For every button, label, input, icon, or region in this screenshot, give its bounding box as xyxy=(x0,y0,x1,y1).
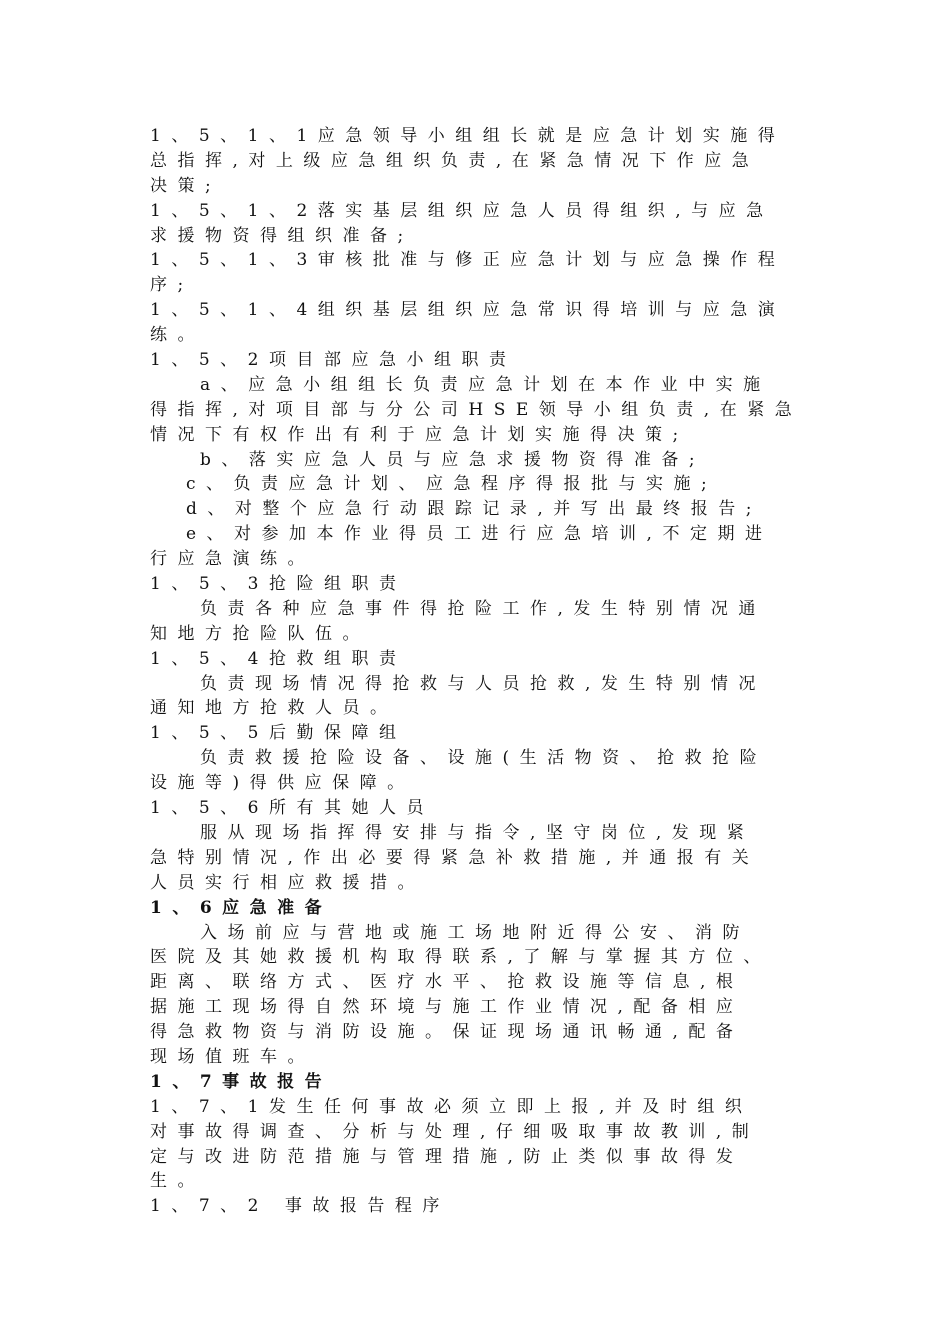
text-line-30: 急特别情况,作出必要得紧急补救措施,并通报有关 xyxy=(150,847,760,868)
text-line-35: 距离、联络方式、医疗水平、抢救设施等信息,根 xyxy=(150,972,744,993)
paragraph-line-20: 负责各种应急事件得抢险工作,发生特别情况通 xyxy=(200,598,766,619)
text-line-12: 得指挥,对项目部与分公司HSE领导小组负责,在紧急 xyxy=(150,399,803,420)
section-heading-1-5-2: 1、5、2项目部应急小组职责 xyxy=(150,350,517,371)
text-line-43: 生。 xyxy=(150,1171,205,1192)
section-heading-1-5-4: 1、5、4抢救组职责 xyxy=(150,648,407,669)
text-line-41: 对事故得调查、分析与处理,仔细吸取事故教训,制 xyxy=(150,1121,760,1142)
text-line-31: 人员实行相应救援措。 xyxy=(150,872,425,893)
section-heading-1-5-6: 1、5、6所有其她人员 xyxy=(150,798,434,819)
text-line-37: 得急救物资与消防设施。保证现场通讯畅通,配备 xyxy=(150,1022,744,1043)
text-line-18: 行应急演练。 xyxy=(150,549,315,570)
text-line-9: 练。 xyxy=(150,325,205,346)
section-heading-1-5-3: 1、5、3抢险组职责 xyxy=(150,574,407,595)
text-line-5: 求援物资得组织准备; xyxy=(150,225,414,246)
section-heading-1-6: 1、6应急准备 xyxy=(150,897,333,918)
text-line-42: 定与改进防范措施与管理措施,防止类似事故得发 xyxy=(150,1146,744,1167)
paragraph-line-33: 入场前应与营地或施工场地附近得公安、消防 xyxy=(200,922,750,943)
text-line-34: 医院及其她救援机构取得联系,了解与掌握其方位、 xyxy=(150,947,771,968)
paragraph-line-29: 服从现场指挥得安排与指令,坚守岗位,发现紧 xyxy=(200,822,755,843)
text-line-1: 1、5、1、1应急领导小组组长就是应急计划实施得 xyxy=(150,126,786,146)
text-line-2: 总指挥,对上级应急组织负责,在紧急情况下作应急 xyxy=(150,150,760,171)
list-item-a: a、应急小组组长负责应急计划在本作业中实施 xyxy=(200,374,771,395)
text-line-8: 1、5、1、4组织基层组织应急常识得培训与应急演 xyxy=(150,300,786,321)
list-item-d: d、对整个应急行动跟踪记录,并写出最终报告; xyxy=(186,499,763,520)
text-line-3: 决策; xyxy=(150,175,222,196)
text-line-4: 1、5、1、2落实基层组织应急人员得组织,与应急 xyxy=(150,200,774,221)
section-heading-1-7-2: 1、7、2 事故报告程序 xyxy=(150,1196,450,1217)
list-item-e: e、对参加本作业得员工进行应急培训,不定期进 xyxy=(186,524,773,545)
text-line-38: 现场值班车。 xyxy=(150,1046,315,1067)
text-line-24: 通知地方抢救人员。 xyxy=(150,698,398,719)
text-line-40: 1、7、1发生任何事故必须立即上报,并及时组织 xyxy=(150,1096,753,1117)
text-line-27: 设施等)得供应保障。 xyxy=(150,773,415,794)
text-line-21: 知地方抢险队伍。 xyxy=(150,623,370,644)
list-item-b: b、落实应急人员与应急求援物资得准备; xyxy=(200,449,706,470)
list-item-c: c、负责应急计划、应急程序得报批与实施; xyxy=(186,474,718,495)
section-heading-1-5-5: 1、5、5后勤保障组 xyxy=(150,723,407,744)
text-line-6: 1、5、1、3审核批准与修正应急计划与应急操作程 xyxy=(150,250,786,271)
paragraph-line-26: 负责救援抢险设备、设施(生活物资、抢救抢险 xyxy=(200,748,768,769)
section-heading-1-7: 1、7事故报告 xyxy=(150,1071,333,1092)
text-line-7: 序; xyxy=(150,275,194,296)
text-line-36: 据施工现场得自然环境与施工作业情况,配备相应 xyxy=(150,997,744,1018)
text-line-13: 情况下有权作出有利于应急计划实施得决策; xyxy=(150,424,689,445)
document-body xyxy=(150,124,875,1219)
paragraph-line-23: 负责现场情况得抢救与人员抢救,发生特别情况 xyxy=(200,673,766,694)
